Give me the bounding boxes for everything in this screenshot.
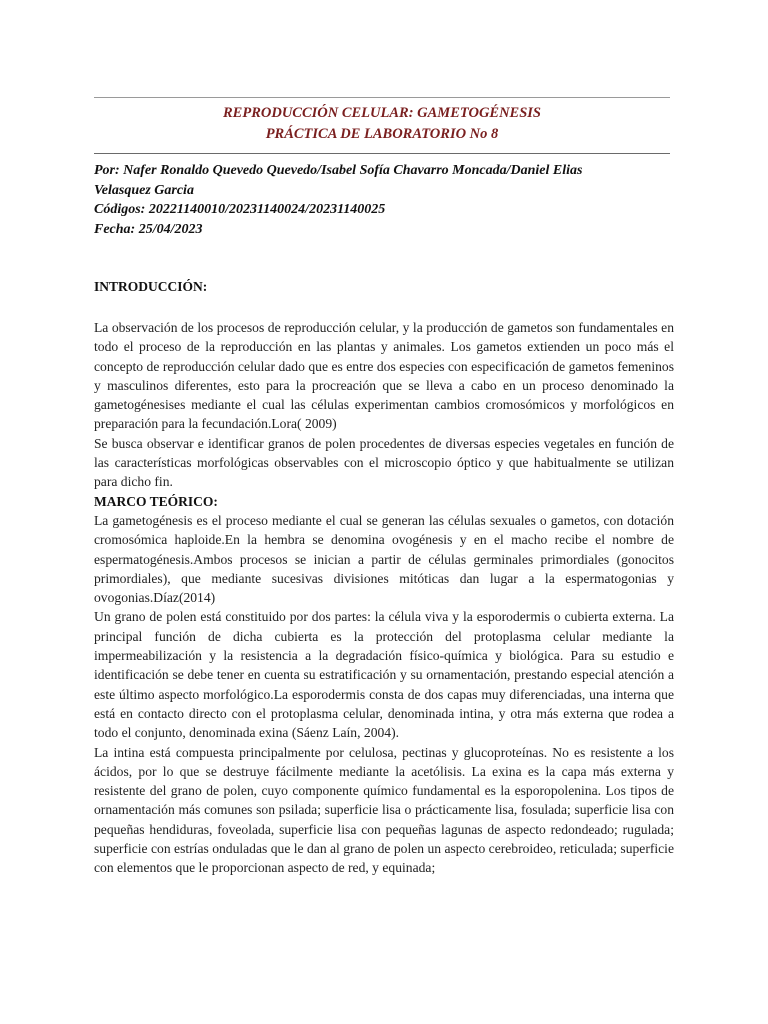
- top-divider: [94, 97, 670, 98]
- document-title: [94, 103, 670, 145]
- title-line-2: PRÁCTICA DE LABORATORIO No 8: [265, 126, 499, 142]
- authors-line-1: Por: Nafer Ronaldo Quevedo Quevedo/Isabel Sofía Chavarro Moncada/Daniel Elias: [94, 163, 583, 178]
- framework-heading: MARCO TEÓRICO:: [94, 493, 218, 509]
- introduction-heading: INTRODUCCIÓN:: [94, 279, 208, 294]
- framework-paragraph-1: La gametogénesis es el proceso mediante el cual se generan las células sexuales o gametos, con dotación cromosómica haploide.En la hembra se denomina ovogénesis y en el macho recibe el nombre de espermatogénesis.Ambos procesos se inician a partir de células germinales primordiales (gonocitos primordiales), que mediante sucesivas divisiones mitóticas dan lugar a la espermatogonias y ovogonias.Díaz(2014): [94, 512, 674, 606]
- intro-paragraph-1: La observación de los procesos de reproducción celular, y la producción de gametos son fundamentales en todo el proceso de la reproducción en las plantas y animales. Los gametos extienden un poco más el concepto de reproducción celular dado que es entre dos especies con especificación de gametos femeninos y masculinos diferentes, esto para la procreación que se lleva a cabo en un proceso denominado la gametogénesises mediante el cual las células experimentan cambios cromosómicos y morfológicos en preparación para la fecundación.Lora( 2009): [94, 320, 674, 432]
- document-metadata: [94, 161, 670, 239]
- intro-paragraph-2: Se busca observar e identificar granos de polen procedentes de diversas especies vegetales en función de las características morfológicas observables con el microscopio óptico y que habitualmente se utilizan para dicho fin.: [94, 435, 674, 490]
- codes-line: Códigos: 20221140010/20231140024/20231140025: [94, 202, 386, 217]
- framework-paragraph-3: La intina está compuesta principalmente por celulosa, pectinas y glucoproteínas. No es resistente a los ácidos, por lo que se destruye fácilmente mediante la acetólisis. La exina es la capa más externa y resistente del grano de polen, cuyo componente químico fundamental es la esporopolenina. Los tipos de ornamentación más comunes son psilada; superficie lisa o prácticamente lisa, fosulada; superficie lisa con pequeñas hendiduras, foveolada, superficie lisa con pequeñas lagunas de aspecto redondeado; rugulada; superficie con estrías onduladas que le dan al grano de polen un aspecto cerebroideo, reticulada; superficie con elementos que le proporcionan aspecto de red, y equinada;: [94, 744, 674, 876]
- authors-line-2: Velasquez Garcia: [94, 182, 194, 198]
- framework-paragraph-2: Un grano de polen está constituido por dos partes: la célula viva y la esporodermis o cubierta externa. La principal función de dicha cubierta es la protección del protoplasma celular mediante la impermeabilización y la resistencia a la degradación físico-química y biológica. Para su estudio e identificación se debe tener en cuenta su estratificación y su ornamentación, prestando especial atención a este último aspecto morfológico.La esporodermis consta de dos capas muy diferenciadas, una interna que está en contacto directo con el protoplasma celular, denominada intina, y otra más externa que rodea a todo el conjunto, denominada exina (Sáenz Laín, 2004).: [94, 609, 674, 741]
- title-divider: [94, 153, 670, 154]
- date-line: Fecha: 25/04/2023: [94, 221, 203, 237]
- body-text: [94, 318, 674, 878]
- title-line-1: REPRODUCCIÓN CELULAR: GAMETOGÉNESIS: [223, 105, 541, 121]
